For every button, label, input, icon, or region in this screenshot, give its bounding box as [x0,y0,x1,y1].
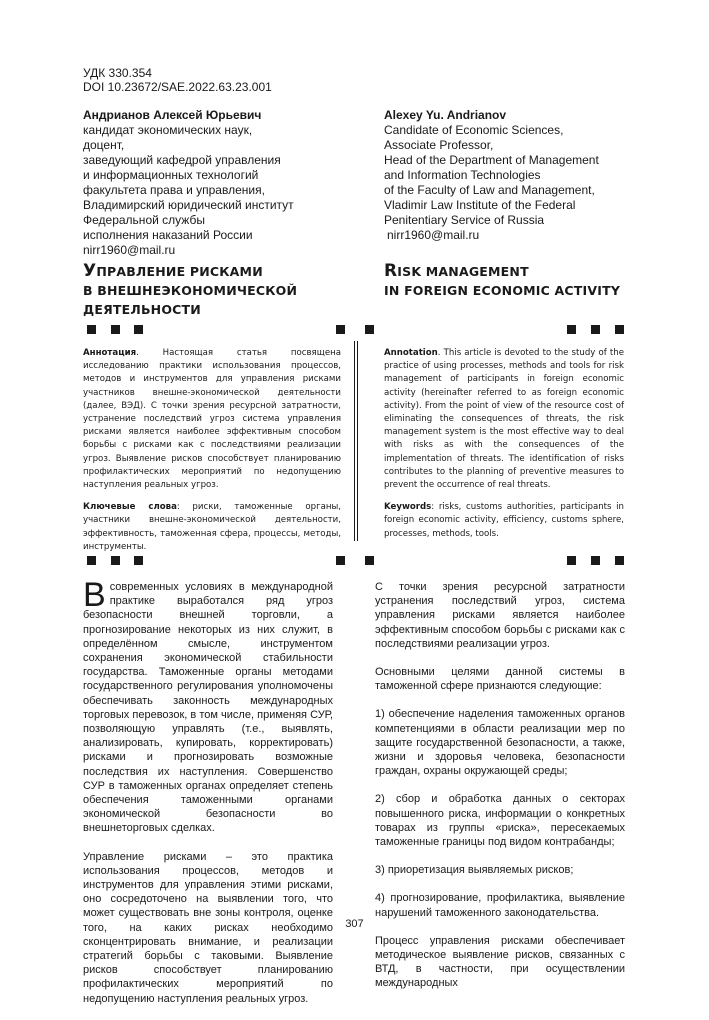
decorative-square [365,556,374,565]
keywords-text: : риски, таможенные органы, участники внешне-экономической деятельности, эффективность, таможенная сфера, процессы, методы, инструменты. [83,502,341,552]
author-line: Head of the Department of Management [384,153,599,167]
author-line: доцент, [83,138,125,152]
author-line: Vladimir Law Institute of the Federal [384,198,576,212]
author-line: Владимирский юридический институт [83,198,294,212]
decorative-square [87,556,96,565]
body-column-left [83,576,333,1020]
author-name-en: Alexey Yu. Andrianov [384,108,507,122]
decorative-square [591,325,600,334]
list-item: 2) сбор и обработка данных о секторах повышенного риска, информации о конкретных товарах из группы «риска», пересекаемых таможенные границы под видом контрабанды; [375,793,625,849]
body-paragraph: С точки зрения ресурсной затратности устранения последствий угроз, система управления рисками является наиболее эффективным способом борьбы с рисками как с последствиями реализации угроз. [375,581,625,650]
decorative-square [134,325,143,334]
keywords-text: : risks, customs authorities, participants in foreign economic activity, efficiency, customs sphere, processes, methods, tools. [384,502,624,539]
decorative-square [336,325,345,334]
keywords-label: Keywords [384,502,432,513]
body-paragraph: Управление рисками – это практика использования процессов, методов и инструментов для управления этими рисками, оно сосредоточено на выявлении того, что может существовать вне зоны контроля, оценке того, на каких рисках необходимо сконцентрировать внимание, и реализации стратегий борьбы с таковыми. Выявление рисков способствует планированию профилактических мероприятий по недопущению наступления реальных угроз. [83,850,333,1005]
author-line: Penitentiary Service of Russia [384,213,545,227]
decorative-square [134,556,143,565]
author-line: Федеральной службы [83,213,205,227]
column-divider [357,341,358,541]
author-line: факультета права и управления, [83,183,265,197]
article-meta [83,66,272,94]
column-divider [354,341,355,541]
title-initial: У [83,261,97,281]
author-name-ru: Андрианов Алексей Юрьевич [83,108,262,122]
author-line: and Information Technologies [384,168,541,182]
body-paragraph: современных условиях в международной практике выработался ряд угроз безопасности внешней торговли, а прогнозирование некоторых из них служит, в определённом смысле, инструментом сохранения экономической стабильности государства. Таможенные органы методами государственного регулирования уполномочены обеспечивать законность международных торговых перевозок, в том числе, применяя СУР, позволяющую управлять (т.е., выявлять, анализировать, купировать, корректировать) рисками и прогнозировать возможные последствия их наступления. Совершенство СУР в таможенных органах определяет степень обеспечения таможенными органами экономической безопасности во внешнеторговых сделках. [83,581,333,835]
title-line: IN FOREIGN ECONOMIC ACTIVITY [384,283,621,298]
decorative-square [111,325,120,334]
decorative-square [615,325,624,334]
udk-code: УДК 330.354 [83,66,152,80]
author-line: of the Faculty of Law and Management, [384,183,595,197]
decorative-square [87,325,96,334]
author-line: Associate Professor, [384,138,494,152]
title-line: ISK MANAGEMENT [397,264,529,279]
author-line: заведующий кафедрой управления [83,153,281,167]
decorative-square [365,325,374,334]
author-email-en: nirr1960@mail.ru [387,228,480,242]
abstract-label: Аннотация [83,348,137,358]
decorative-square [591,556,600,565]
title-line: ДЕЯТЕЛЬНОСТИ [83,302,201,317]
list-item: 1) обеспечение наделения таможенных органов компетенциями в области реализации мер по защите государственной безопасности, а также, жизни и здоровья человека, безопасности граждан, охраны окружающей среды; [375,708,625,778]
author-line: Candidate of Economic Sciences, [384,123,564,137]
list-item: 4) прогнозирование, профилактика, выявление нарушений таможенного законодательства. [375,892,625,919]
decorative-square [615,556,624,565]
keywords-label: Ключевые слова [83,502,177,513]
abstract-en [384,347,624,550]
page-number: 307 [345,918,364,930]
author-email-ru: nirr1960@mail.ru [83,243,176,257]
body-paragraph: Основными целями данной системы в таможенной сфере признаются следующие: [375,666,625,693]
article-title-en [384,262,644,300]
doi: DOI 10.23672/SAE.2022.63.23.001 [83,80,272,94]
author-line: кандидат экономических наук, [83,123,253,137]
article-title-ru [83,262,343,319]
decorative-square [567,325,576,334]
body-column-right [375,580,625,1005]
abstract-label: Annotation [384,348,438,358]
title-initial: R [384,261,398,281]
abstract-ru [83,347,341,563]
decorative-square [111,556,120,565]
body-paragraph: Процесс управления рисками обеспечивает методическое выявление рисков, связанных с ВТД, в частности, при осуществлении международных [375,934,625,990]
drop-cap: В [83,576,106,614]
author-block-ru [83,108,343,258]
title-line: ПРАВЛЕНИЕ РИСКАМИ [96,264,263,279]
author-line: исполнения наказаний России [83,228,253,242]
decorative-square [336,556,345,565]
abstract-text: . This article is devoted to the study of the practice of using processes, methods and tools for risk management of participants in foreign economic activity (hereinafter referred to as foreign economic activity). From the point of view of the resource cost of eliminating the consequences of threats, the risk management system is the most effective way to deal with risks as with the consequences of the implementation of threats. The identification of risks contributes to the planning of preventive measures to prevent the occurrence of real threats. [384,348,624,491]
list-item: 3) приоретизация выявляемых рисков; [375,864,574,877]
author-block-en [384,108,634,243]
decorative-square [567,556,576,565]
abstract-text: . Настоящая статья посвящена исследованию практики использования процессов, методов и инструментов для управления рисками участников внешне-экономической деятельности (далее, ВЭД). С точки зрения ресурсной затратности, устранение последствий угроз система управления рисками является наиболее эффективным способом борьбы с рисками как с последствиями реализации угроз. Выявление рисков способствует планированию профилактических мероприятий по недопущению наступления реальных угроз. [83,348,341,491]
author-line: и информационных технологий [83,168,259,182]
title-line: В ВНЕШНЕЭКОНОМИЧЕСКОЙ [83,283,298,298]
